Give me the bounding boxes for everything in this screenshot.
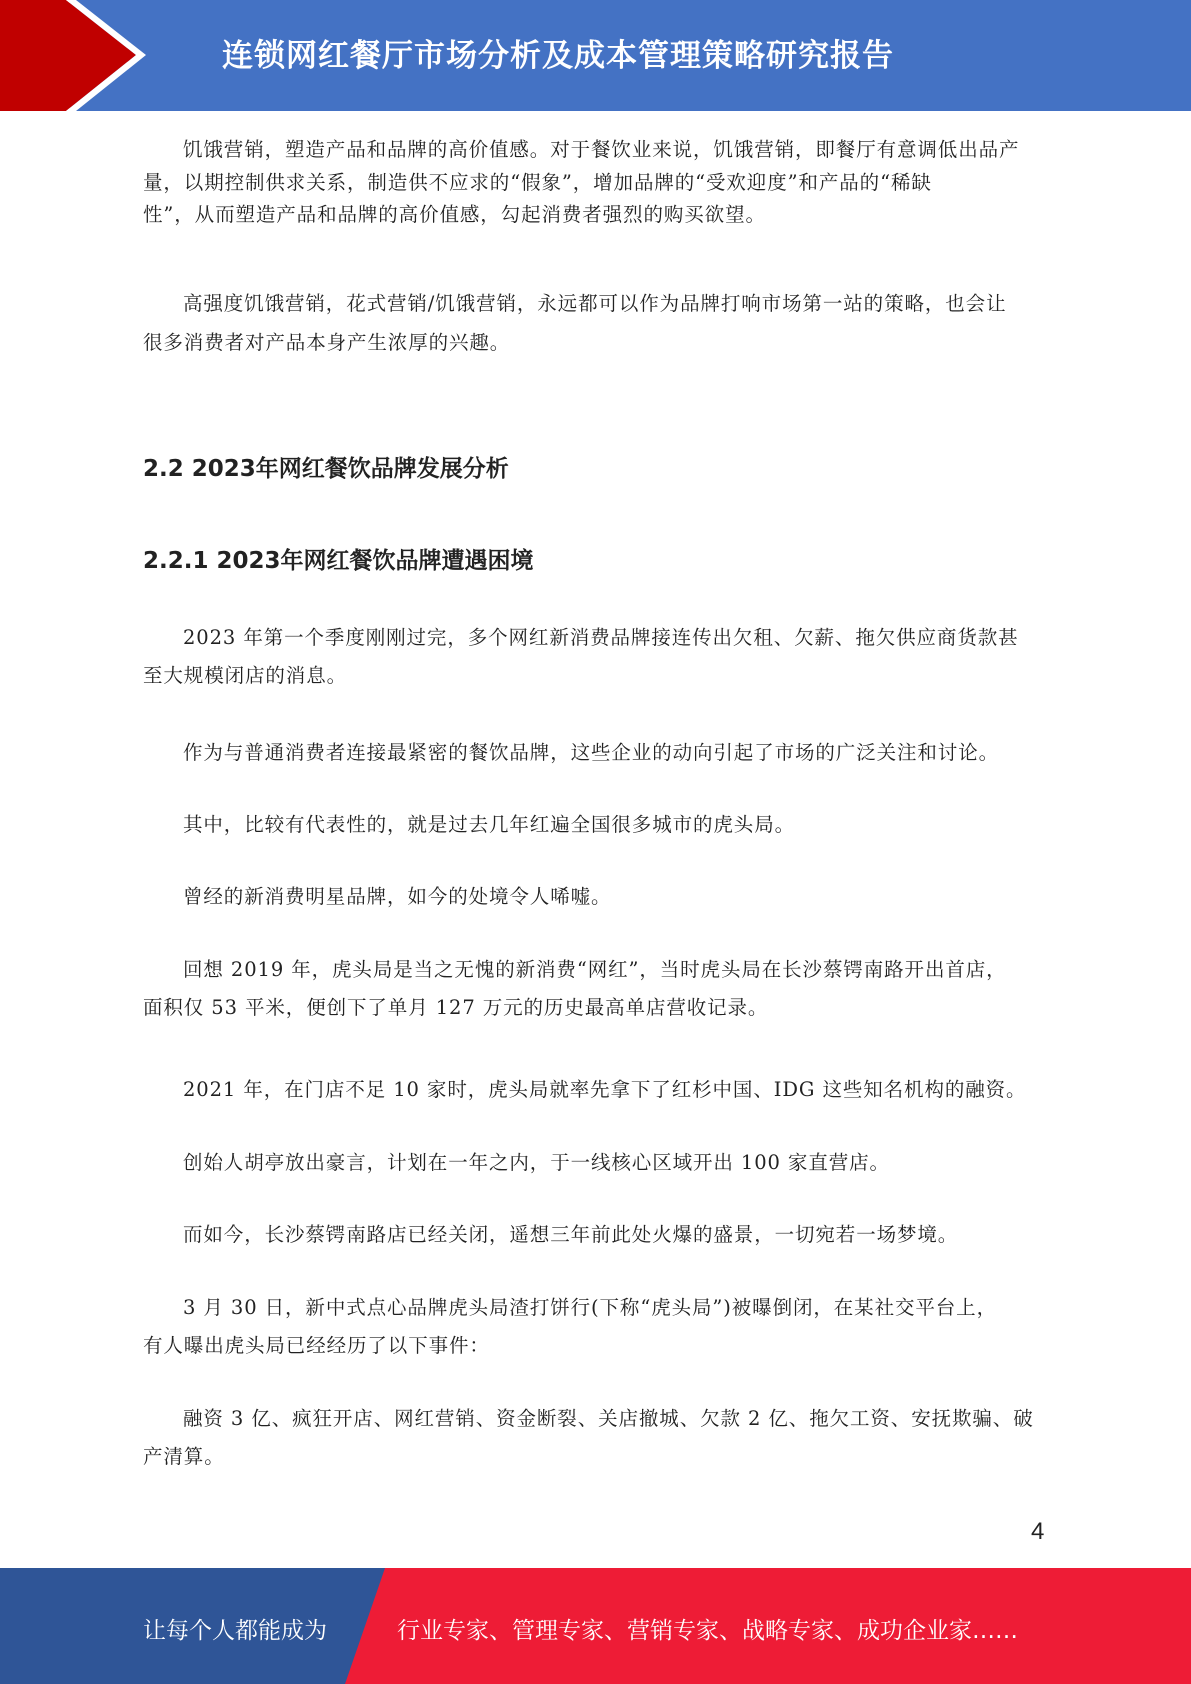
- paragraph-line: 其中，比较有代表性的，就是过去几年红遍全国很多城市的虎头局。: [183, 813, 796, 836]
- paragraph-line: 性”，从而塑造产品和品牌的高价值感，勾起消费者强烈的购买欲望。: [143, 203, 766, 226]
- paragraph-line: 很多消费者对产品本身产生浓厚的兴趣。: [143, 331, 511, 354]
- paragraph-line: 3 月 30 日，新中式点心品牌虎头局渣打饼行(下称“虎头局”)被曝倒闭，在某社交平台上，: [183, 1296, 997, 1319]
- paragraph-line: 饥饿营销，塑造产品和品牌的高价值感。对于餐饮业来说，饥饿营销，即餐厅有意调低出品产: [183, 138, 1020, 161]
- section-heading: 2.2 2023年网红餐饮品牌发展分析: [143, 456, 509, 482]
- header-chevron: [0, 0, 160, 111]
- paragraph-line: 量，以期控制供求关系，制造供不应求的“假象”，增加品牌的“受欢迎度”和产品的“稀缺: [143, 171, 932, 194]
- paragraph-line: 2023 年第一个季度刚刚过完，多个网红新消费品牌接连传出欠租、欠薪、拖欠供应商货款甚: [183, 626, 1019, 649]
- paragraph-line: 创始人胡亭放出豪言，计划在一年之内，于一线核心区域开出 100 家直营店。: [183, 1151, 890, 1174]
- paragraph-line: 面积仅 53 平米，便创下了单月 127 万元的历史最高单店营收记录。: [143, 996, 769, 1019]
- paragraph-line: 融资 3 亿、疯狂开店、网红营销、资金断裂、关店撤城、欠款 2 亿、拖欠工资、安抚欺骗、破: [183, 1407, 1034, 1430]
- paragraph-line: 回想 2019 年，虎头局是当之无愧的新消费“网红”，当时虎头局在长沙蔡锷南路开出首店，: [183, 958, 1007, 981]
- paragraph-line: 有人曝出虎头局已经经历了以下事件：: [143, 1334, 490, 1357]
- subsection-heading: 2.2.1 2023年网红餐饮品牌遭遇困境: [143, 548, 534, 574]
- paragraph-line: 作为与普通消费者连接最紧密的餐饮品牌，这些企业的动向引起了市场的广泛关注和讨论。: [183, 741, 1000, 764]
- paragraph-line: 而如今，长沙蔡锷南路店已经关闭，遥想三年前此处火爆的盛景，一切宛若一场梦境。: [183, 1223, 959, 1246]
- footer-slogan-right: 行业专家、管理专家、营销专家、战略专家、成功企业家……: [397, 1618, 1018, 1644]
- report-title: 连锁网红餐厅市场分析及成本管理策略研究报告: [222, 38, 894, 74]
- paragraph-line: 至大规模闭店的消息。: [143, 664, 348, 687]
- paragraph-line: 2021 年，在门店不足 10 家时，虎头局就率先拿下了红杉中国、IDG 这些知名机构的融资。: [183, 1078, 1027, 1101]
- paragraph-line: 高强度饥饿营销，花式营销/饥饿营销，永远都可以作为品牌打响市场第一站的策略，也会让: [183, 292, 1007, 315]
- paragraph-line: 曾经的新消费明星品牌，如今的处境令人唏嘘。: [183, 885, 612, 908]
- page-number: 4: [1031, 1518, 1045, 1545]
- footer-slogan-left: 让每个人都能成为: [143, 1618, 327, 1644]
- paragraph-line: 产清算。: [143, 1445, 225, 1468]
